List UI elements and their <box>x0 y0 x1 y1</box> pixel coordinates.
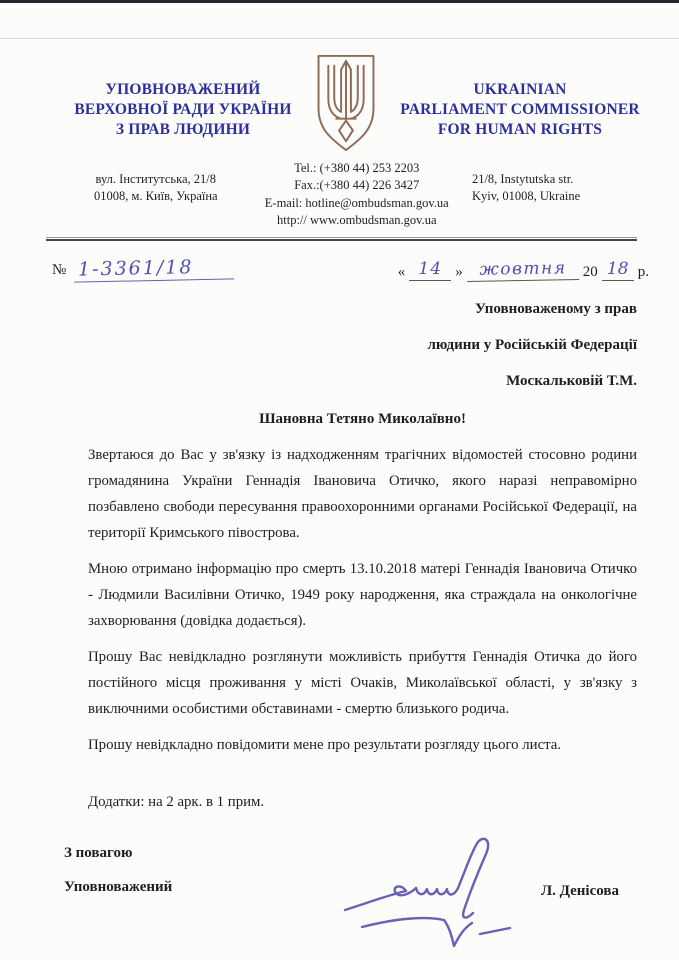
fax-line: Fax.:(+380 44) 226 3427 <box>294 178 420 193</box>
closing-regards: З повагою <box>64 845 133 861</box>
salutation: Шановна Тетяно Миколаївно! <box>259 411 466 427</box>
scan-artifact-line <box>0 38 679 39</box>
signature-scribble-icon <box>342 829 512 951</box>
contact-info <box>242 160 472 229</box>
closing-block <box>64 845 637 960</box>
ukraine-trident-emblem-icon <box>310 52 382 154</box>
phone-line: Tel.: (+380 44) 253 2203 <box>294 161 420 175</box>
signer-name: Л. Денісова <box>540 883 619 899</box>
number-label: № <box>52 262 67 278</box>
address-uk-line: вул. Інститутська, 21/8 <box>95 172 217 186</box>
title-uk-line: УПОВНОВАЖЕНИЙ <box>105 80 261 98</box>
website-line: http:// www.ombudsman.gov.ua <box>277 212 437 227</box>
addressee-line: Уповноваженому з прав <box>474 301 637 317</box>
address-en-line: 21/8, Instytutska str. <box>471 172 574 186</box>
handwritten-year: 18 <box>602 259 634 281</box>
title-en-line: FOR HUMAN RIGHTS <box>437 121 603 139</box>
title-uk-line: З ПРАВ ЛЮДИНИ <box>115 121 251 139</box>
email-line: E-mail: hotline@ombudsman.gov.ua <box>264 195 449 210</box>
title-en-line: UKRAINIAN <box>473 80 567 98</box>
year-suffix: р. <box>637 264 649 280</box>
address-ukrainian <box>70 171 242 206</box>
scan-edge <box>0 0 679 3</box>
letterhead-divider <box>46 237 637 241</box>
paragraph: Мною отримано інформацію про смерть 13.10.2018 матері Геннадія Івановича Отичко - Людмили Василівни Отичко, 1949 року народження, яка страждала на онкологічне захворювання (довідка додається). <box>88 561 637 629</box>
outgoing-number <box>52 257 234 281</box>
letterhead <box>0 0 679 154</box>
title-en-line: PARLIAMENT COMMISSIONER <box>400 100 640 118</box>
address-english <box>472 171 619 206</box>
attachments-note: Додатки: на 2 арк. в 1 прим. <box>88 794 265 810</box>
paragraph: Звертаюся до Вас у зв'язку із надходженням трагічних відомостей стосовно родини громадянина України Геннадія Івановича Отичко, якого наразі неправомірно позбавлено свободи пересування правоохоронними органами Російської Федерації, на території Кримського півострова. <box>88 447 637 541</box>
quote-close: » <box>455 264 463 280</box>
handwritten-number: 1-3361/18 <box>74 255 234 282</box>
address-en-line: Kyiv, 01008, Ukraine <box>471 189 581 204</box>
address-uk-line: 01008, м. Київ, Україна <box>93 189 218 204</box>
letter-body <box>88 442 637 758</box>
letterhead-title-ukrainian <box>64 80 302 140</box>
quote-open: « <box>397 264 406 280</box>
letterhead-title-english <box>389 80 651 140</box>
addressee-line: Москальковій Т.М. <box>506 373 637 389</box>
signer-position: Уповноважений <box>64 879 173 895</box>
reference-row <box>52 257 649 281</box>
handwritten-month: жовтня <box>467 258 579 282</box>
paragraph: Прошу Вас невідкладно розглянути можливість прибуття Геннадія Отичка до його постійного місця проживання у місті Очаків, Миколаївської області, у зв'язку з виключними особистими обставинами - смертю близького родича. <box>88 649 637 717</box>
addressee-line: людини у Російській Федерації <box>427 337 637 353</box>
title-uk-line: ВЕРХОВНОЇ РАДИ УКРАЇНИ <box>74 100 292 118</box>
addressee-block <box>0 291 637 399</box>
letterhead-contacts-row <box>0 154 679 229</box>
date-field <box>398 259 649 281</box>
year-prefix: 20 <box>582 264 598 280</box>
paragraph: Прошу невідкладно повідомити мене про результати розгляду цього листа. <box>88 737 562 753</box>
handwritten-day: 14 <box>409 259 451 281</box>
